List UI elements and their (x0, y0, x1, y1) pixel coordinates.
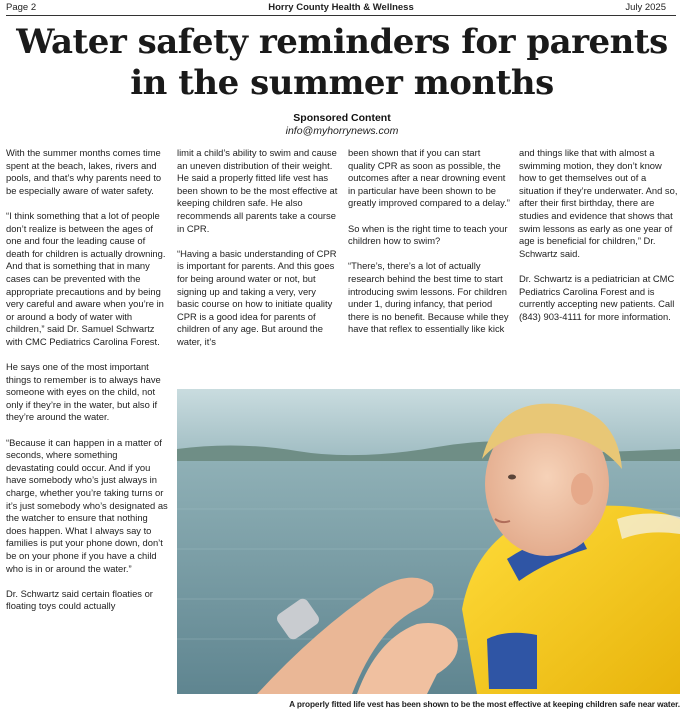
article-column-2 (177, 147, 339, 379)
photo-caption: A properly fitted life vest has been shown to be the most effective at keeping children safe near water. (289, 699, 680, 709)
paragraph: limit a child’s ability to swim and cause an uneven distribution of their weight. He said a properly fitted life vest has been shown to be the most effective at keeping children safe. He also recommends all parents take a course in CPR. (177, 147, 338, 234)
paragraph: Dr. Schwartz is a pediatrician at CMC Pediatrics Carolina Forest and is currently accepting new patients. Call (843) 903-4111 for more information. (519, 272, 675, 322)
paragraph: “I think something that a lot of people don’t realize is between the ages of one and four the leading cause of death for children is actually drowning. And that is something that in many cases can be prevented with the appropriate precautions and by being very careful and aware when you’re in or around a body of water with children,” said Dr. Samuel Schwartz with CMC Pediatrics Carolina Forest. (6, 209, 166, 347)
publication-name: Horry County Health & Wellness (268, 2, 414, 13)
contact-email[interactable]: info@myhorrynews.com (285, 125, 399, 137)
page-number: Page 2 (6, 2, 37, 13)
paragraph: “Having a basic understanding of CPR is important for parents. And this goes for being around water or not, but signing up and taking a very, very basic course on how to initiate quality CPR is a good idea for parents of children of any age. But around the water, it’s (177, 247, 337, 347)
headline (0, 22, 684, 104)
paragraph: With the summer months comes time spent at the beach, lakes, rivers and pools, and that’s why parents need to be especially aware of water safety. (6, 147, 162, 196)
article-column-3 (348, 147, 510, 379)
headline-line-1: Water safety reminders for parents (16, 22, 668, 62)
paragraph: Dr. Schwartz said certain floaties or floating toys could actually (6, 587, 153, 612)
page-header (6, 1, 676, 16)
article-photo (177, 389, 680, 694)
paragraph: He says one of the most important things to remember is to always have someone with eyes on the child, not only if they’re in the water, but also if they’re around the water. (6, 361, 161, 423)
child-life-vest-photo (177, 389, 680, 694)
paragraph: and things like that with almost a swimming motion, they don’t know how to get themselves out of a situation if they’re underwater. And so, after their first birthday, there are studies and evidence that shows that swim lessons as early as one year of age is beneficial for children,” Dr. Schwartz said. (519, 147, 678, 259)
paragraph: been shown that if you can start quality CPR as soon as possible, the outcomes after a near drowning event in particular have been shown to be greatly improved compared to a delay.” (348, 147, 510, 209)
issue-date: July 2025 (625, 2, 666, 13)
sponsor-label: Sponsored Content (293, 112, 391, 124)
paragraph: “Because it can happen in a matter of seconds, where something devastating could occur. And if you have somebody who’s just always in charge, whether you’re taking turns or it’s just somebody who’s designated as the watcher to ensure that nothing does happen. What I always say to families is put your phone down, don’t be on your phone if you have a child who is in or around the water.” (6, 436, 168, 574)
article-column-1 (6, 147, 168, 717)
paragraph: So when is the right time to teach your children how to swim? (348, 222, 508, 247)
article-column-4 (519, 147, 681, 379)
paragraph: “There’s, there’s a lot of actually research behind the best time to start introducing swim lessons. For children under 1, during infancy, that period there is no benefit. Because while they have that reflex to essentially like kick (348, 260, 509, 335)
headline-line-2: in the summer months (130, 63, 554, 103)
